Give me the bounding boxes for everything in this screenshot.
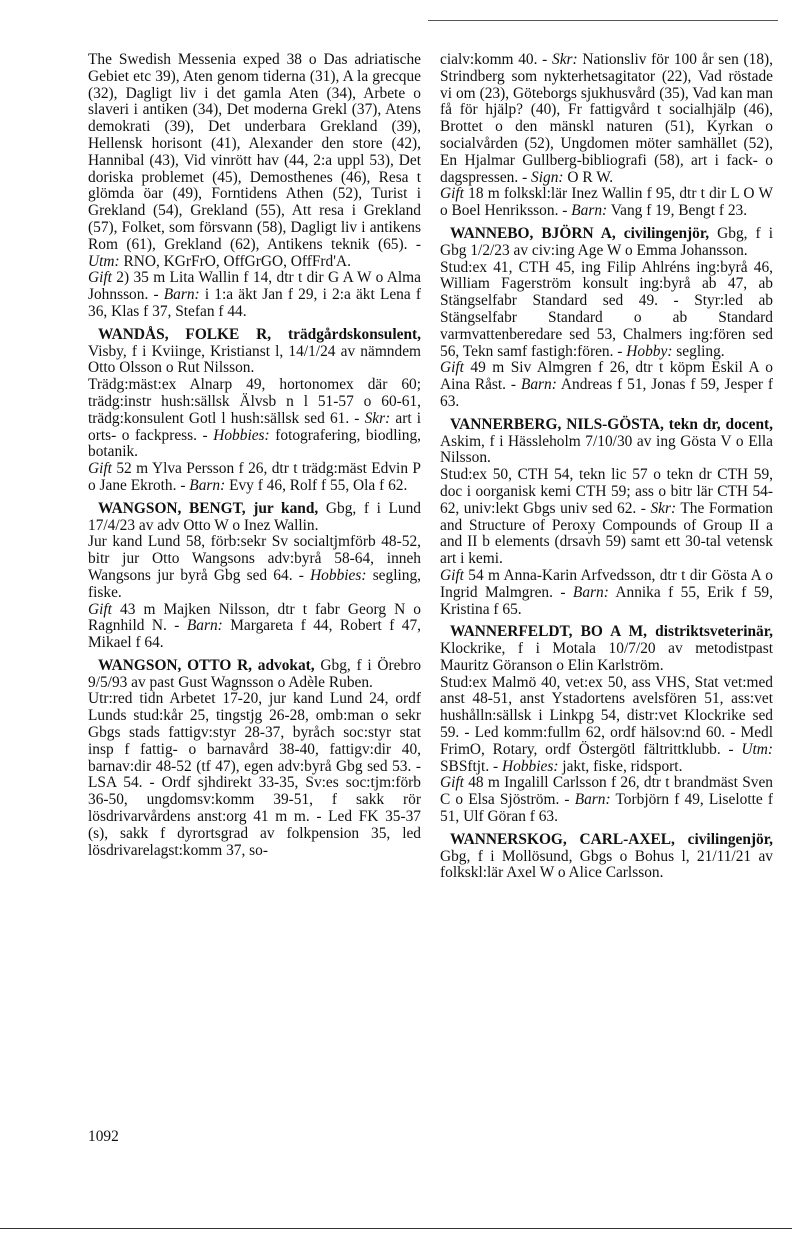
skr-text: art i orts- o fackpress. -	[88, 409, 421, 444]
gift-text: 2) 35 m Lita Wallin f 14, dtr t dir G A W o Alma Johnsson. -	[88, 269, 421, 304]
utm-text: RNO, KGrFrO, OffGrGO, OffFrd'A.	[119, 252, 351, 270]
entry-intro: Gbg, f i Gbg 1/2/23 av civ:ing Age W o Emma Johansson.	[440, 224, 773, 259]
entry-text: cialv:komm 40. -	[440, 51, 552, 68]
gift-label: Gift	[440, 566, 464, 584]
entry-intro: Visby, f i Kviinge, Kristianst l, 14/1/24 av nämndem Otto Olsson o Rut Nilsson.	[88, 342, 421, 377]
bottom-rule	[0, 1228, 792, 1229]
entry-wannerfeldt	[440, 624, 773, 826]
entry-wannebo	[440, 226, 773, 411]
entry-heading: WANNEBO, BJÖRN A, civilingenjör,	[450, 224, 710, 242]
barn-label: Barn:	[186, 617, 223, 635]
entry-body: Jur kand Lund 58, förb:sekr Sv socialtjmförb 48-52, bitr jur Otto Wangsons adv:byrå 58-64, inneh Wangsons jur byrå Gbg sed 64. -	[88, 533, 421, 584]
entry-body: Stud:ex 50, CTH 54, tekn lic 57 o tekn dr CTH 59, doc i oorganisk kemi CTH 59; ass o bitr lär CTH 54-62, univ:lekt Gbgs univ sed 62. -	[440, 466, 773, 517]
entry-wangson-bengt	[88, 501, 421, 652]
entry-heading: WANNERFELDT, BO A M, distriktsveterinär,	[450, 623, 773, 641]
entry-heading: VANNERBERG, NILS-GÖSTA, tekn dr, docent,	[450, 415, 773, 433]
barn-label: Barn:	[189, 476, 226, 494]
entry-intro: Gbg, f i Örebro 9/5/93 av past Gust Wagnsson o Adèle Ruben.	[88, 656, 422, 691]
entry-heading: WANGSON, BENGT, jur kand,	[98, 499, 319, 517]
entry-wandas	[88, 327, 421, 495]
entry-heading: WANGSON, OTTO R, advokat,	[98, 656, 315, 674]
entry-wannerskog	[440, 832, 773, 882]
barn-label: Barn:	[520, 376, 557, 394]
entry-intro: Klockrike, f i Motala 10/7/20 av metodistpast Mauritz Göranson o Elin Karlström.	[440, 640, 773, 674]
barn-label: Barn:	[574, 791, 611, 809]
skr-text: Nationsliv för 100 år sen (18), Strindberg som nykterhetsagitator (22), Vad röstade vi om (23), Göteborgs sjukhusvård (35), Vad kan man få för hjälp? (40), Fr fattigvård t socialhjälp (46), Brottet o den mänskl naturen (51), Kyrkan o socialvården (52), Ungdomen möter samhället (52), En Hjalmar Gullberg-bibliografi (58), art i fack- o dagspressen. -	[440, 51, 773, 186]
skr-label: Skr:	[650, 499, 677, 517]
gift-text: 52 m Ylva Persson f 26, dtr t trädg:mäst Edvin P o Jane Ekroth. -	[88, 460, 421, 494]
entry-continuation-left	[88, 52, 421, 321]
entry-heading: WANDÅS, FOLKE R, trädgårdskonsulent,	[98, 325, 421, 343]
barn-text: Torbjörn f 49, Liselotte f 51, Ulf Göran f 63.	[440, 791, 773, 826]
right-column	[440, 52, 773, 888]
entry-intro: Gbg, f i Lund 17/4/23 av adv Otto W o Inez Wallin.	[88, 499, 421, 534]
skr-text: The Formation and Structure of Peroxy Compounds of Group II a and II b elements (drsavh 59) samt ett 30-tal vetensk art i kemi.	[440, 499, 773, 568]
gift-label: Gift	[88, 600, 112, 618]
entry-body: Stud:ex Malmö 40, vet:ex 50, ass VHS, Stat vet:med anst 48-51, anst Ystadortens avelsfören 51, ass:vet hushålln:sällsk i Linkpg 54, distr:vet Klockrike sed 59. - Led komm:fullm 62, ordf hälsov:nd 60. - Medl FrimO, Rotary, ordf Östergötl fältrittklubb. -	[440, 673, 773, 758]
gift-text: 18 m folkskl:lär Inez Wallin f 95, dtr t dir L O W o Boel Henriksson. -	[440, 185, 773, 220]
barn-label: Barn:	[163, 286, 200, 304]
gift-text: 48 m Ingalill Carlsson f 26, dtr t brandmäst Sven C o Elsa Sjöström. -	[440, 774, 773, 809]
gift-text: 54 m Anna-Karin Arfvedsson, dtr t dir Gösta A o Ingrid Malmgren. -	[440, 566, 773, 601]
gift-label: Gift	[88, 460, 112, 478]
hobbies-text: fotografering, biodling, botanik.	[88, 426, 422, 461]
barn-text: Margareta f 44, Robert f 47, Mikael f 64.	[88, 617, 422, 652]
entry-intro: Gbg, f i Mollösund, Gbgs o Bohus l, 21/11/21 av folkskl:lär Axel W o Alice Carlsson.	[440, 847, 773, 882]
sign-text: O R W.	[563, 168, 614, 186]
skr-label: Skr:	[364, 409, 391, 427]
gift-label: Gift	[440, 359, 464, 377]
hobbies-text: segling, fiske.	[88, 566, 421, 601]
hobbies-text: jakt, fiske, ridsport.	[558, 757, 683, 775]
barn-label: Barn:	[571, 202, 608, 220]
entry-intro: Askim, f i Hässleholm 7/10/30 av ing Gösta V o Ella Nilsson.	[440, 432, 773, 467]
hobbies-label: Hobbies:	[502, 757, 559, 775]
entry-body: Utr:red tidn Arbetet 17-20, jur kand Lund 24, ordf Lunds stud:kår 25, tingstjg 26-28, omb:man o sekr Gbgs stads fattigv:styr 28-37, byråch soc:styr stat insp f fattig- o barnavård 38-40, fattigv:dir 40, barnav:dir 48-52 (tf 47), egen adv:byrå Gbg sed 53. - LSA 54. - Ordf sjhdirekt 33-35, Sv:es soc:tjm:förb 36-50, ungdomsv:komm 39-51, f sakk rör lösdrivarvårdens anst:org 41 m m. - Led FK 35-37 (s), sakk f dyrortsgrad av folkpension 35, led lösdrivarelagst:komm 37, so-	[88, 690, 421, 859]
hobbies-label: Hobbies:	[310, 566, 367, 584]
utm-text: SBSftjt. -	[440, 757, 503, 775]
gift-text: 49 m Siv Almgren f 26, dtr t köpm Eskil A o Aina Råst. -	[440, 359, 773, 394]
gift-label: Gift	[88, 269, 112, 287]
barn-text: Evy f 46, Rolf f 55, Ola f 62.	[225, 476, 408, 494]
gift-text: 43 m Majken Nilsson, dtr t fabr Georg N o Ragnhild N. -	[88, 600, 421, 635]
entry-body: Stud:ex 41, CTH 45, ing Filip Ahlréns ing:byrå 46, William Fagerström konsult ing:byrå ab 47, ab Stängselfabr Standard sed 49. - Styr:led ab Stängselfabr Standard o ab Standard varmvattenberedare sed 53, Chalmers ing:fören sed 56, Tekn samf fastigh:fören. -	[440, 258, 773, 360]
barn-text: Annika f 55, Erik f 59, Kristina f 65.	[440, 583, 773, 618]
utm-label: Utm:	[88, 252, 120, 270]
gift-label: Gift	[440, 185, 464, 203]
skr-label: Skr:	[552, 51, 578, 68]
barn-text: Andreas f 51, Jonas f 59, Jesper f 63.	[440, 376, 774, 410]
entry-continuation-right	[440, 52, 773, 220]
left-column	[88, 52, 421, 865]
sign-label: Sign:	[531, 168, 564, 186]
top-rule	[428, 20, 778, 21]
barn-text: Vang f 19, Bengt f 23.	[607, 202, 748, 220]
entry-text: The Swedish Messenia exped 38 o Das adriatische Gebiet etc 39), Aten genom tiderna (31), A la grecque (32), Dagligt liv i det gamla Aten (34), Arbete o slaveri i antiken (34), Det moderna Grekl (37), Atens demokrati (39), Det underbara Grekland (39), Hellensk horisont (41), Alexander den store (42), Hannibal (43), Vid vinrött hav (44, 2:a uppl 53), Det doriska problemet (45), Demosthenes (46), Resa t glömda öar (49), Forntidens Athen (52), Turist i Grekland (54), Grekland (55), Att resa i Grekland (57), Folket, som försvann (58), Dagligt liv i antikens Rom (61), Grekland (62), Antikens teknik (65). -	[88, 51, 421, 253]
utm-label: Utm:	[741, 740, 773, 758]
barn-text: i 1:a äkt Jan f 29, i 2:a äkt Lena f 36, Klas f 37, Stefan f 44.	[88, 286, 421, 320]
hobby-text: segling.	[672, 342, 725, 360]
entry-vannerberg	[440, 417, 773, 619]
page-number: 1092	[88, 1128, 119, 1145]
barn-label: Barn:	[572, 583, 609, 601]
entry-wangson-otto	[88, 658, 421, 860]
entry-heading: WANNERSKOG, CARL-AXEL, civilingenjör,	[450, 830, 773, 848]
hobbies-label: Hobbies:	[213, 426, 270, 444]
entry-body: Trädg:mäst:ex Alnarp 49, hortonomex där 60; trädg:instr hush:sällsk Älvsb n l 51-57 o 60-61, trädg:konsulent Gotl l hush:sällsk sed 61. -	[88, 376, 421, 427]
hobby-label: Hobby:	[626, 342, 673, 360]
gift-label: Gift	[440, 774, 464, 792]
